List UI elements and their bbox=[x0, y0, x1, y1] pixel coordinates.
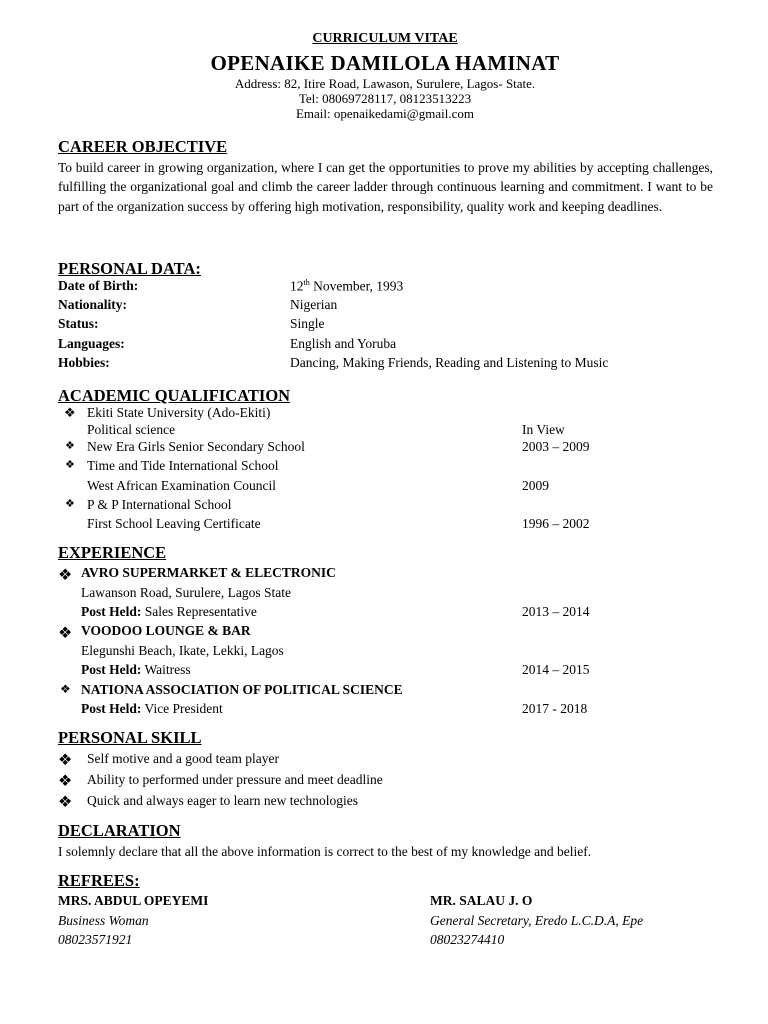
dob-value: 12th November, 1993 bbox=[290, 278, 404, 294]
referee-name: MRS. ABDUL OPEYEMI bbox=[58, 893, 209, 908]
diamond-bullet-icon: ❖ bbox=[60, 682, 71, 696]
experience-org: VOODOO LOUNGE & BAR bbox=[81, 623, 251, 638]
experience-date: 2017 - 2018 bbox=[522, 701, 588, 716]
nationality-value: Nigerian bbox=[290, 297, 338, 312]
diamond-bullet-icon: ❖ bbox=[58, 794, 73, 811]
referee-phone: 08023571921 bbox=[58, 932, 133, 947]
experience-heading: EXPERIENCE bbox=[58, 543, 167, 562]
referee-name: MR. SALAU J. O bbox=[430, 893, 533, 908]
referees-heading: REFREES: bbox=[58, 871, 140, 890]
hobbies-value: Dancing, Making Friends, Reading and Listening to Music bbox=[290, 355, 609, 370]
academic-school: Ekiti State University (Ado-Ekiti) bbox=[87, 405, 271, 420]
academic-school: Time and Tide International School bbox=[87, 458, 279, 473]
languages-value: English and Yoruba bbox=[290, 336, 397, 351]
experience-date: 2013 – 2014 bbox=[522, 604, 590, 619]
diamond-bullet-icon: ❖ bbox=[65, 459, 75, 471]
diamond-bullet-icon: ❖ bbox=[58, 752, 73, 769]
experience-post: Post Held: Sales Representative bbox=[81, 604, 257, 619]
referee-title: General Secretary, Eredo L.C.D.A, Epe bbox=[430, 913, 644, 928]
diamond-bullet-icon: ❖ bbox=[65, 498, 75, 510]
diamond-bullet-icon: ❖ bbox=[64, 405, 76, 420]
personal-skill-heading: PERSONAL SKILL bbox=[58, 728, 202, 747]
status-value: Single bbox=[290, 316, 325, 331]
experience-post: Post Held: Waitress bbox=[81, 662, 191, 677]
experience-location: Elegunshi Beach, Ikate, Lekki, Lagos bbox=[81, 643, 284, 658]
skill-item: Quick and always eager to learn new technologies bbox=[87, 793, 359, 808]
experience-post: Post Held: Vice President bbox=[81, 701, 223, 716]
diamond-bullet-icon: ❖ bbox=[58, 625, 73, 642]
skill-item: Ability to performed under pressure and meet deadline bbox=[87, 772, 383, 787]
referee-phone: 08023274410 bbox=[430, 932, 505, 947]
cv-title: CURRICULUM VITAE bbox=[312, 31, 458, 46]
career-objective-heading: CAREER OBJECTIVE bbox=[58, 137, 228, 156]
academic-detail: West African Examination Council bbox=[87, 478, 276, 493]
referee-title: Business Woman bbox=[58, 913, 149, 928]
status-label: Status: bbox=[58, 316, 99, 331]
academic-school: New Era Girls Senior Secondary School bbox=[87, 439, 305, 454]
hobbies-label: Hobbies: bbox=[58, 355, 110, 370]
diamond-bullet-icon: ❖ bbox=[58, 773, 73, 790]
academic-school: P & P International School bbox=[87, 497, 232, 512]
academic-date: 2003 – 2009 bbox=[522, 439, 590, 454]
academic-detail: Political science bbox=[87, 422, 176, 437]
email: Email: openaikedami@gmail.com bbox=[295, 106, 475, 121]
academic-detail: First School Leaving Certificate bbox=[87, 516, 261, 531]
academic-date: 2009 bbox=[522, 478, 549, 493]
address: Address: 82, Itire Road, Lawason, Surulere, Lagos- State. bbox=[234, 76, 536, 91]
languages-label: Languages: bbox=[58, 336, 125, 351]
applicant-name: OPENAIKE DAMILOLA HAMINAT bbox=[210, 51, 560, 75]
nationality-label: Nationality: bbox=[58, 297, 127, 312]
academic-date: 1996 – 2002 bbox=[522, 516, 590, 531]
diamond-bullet-icon: ❖ bbox=[58, 567, 73, 584]
personal-data-heading: PERSONAL DATA: bbox=[58, 259, 201, 278]
experience-org: NATIONA ASSOCIATION OF POLITICAL SCIENCE bbox=[81, 682, 403, 697]
declaration-text: I solemnly declare that all the above information is correct to the best of my knowledge and belief. bbox=[58, 844, 592, 859]
experience-date: 2014 – 2015 bbox=[522, 662, 590, 677]
dob-label: Date of Birth: bbox=[58, 278, 139, 293]
declaration-heading: DECLARATION bbox=[58, 821, 181, 840]
diamond-bullet-icon: ❖ bbox=[65, 440, 75, 452]
career-objective-text: To build career in growing organization, where I can get the opportunities to prove my abilities by accepting challenges, fulfilling the organizational goal and climb the career ladder through continuous learning and commitment. I want to be part of the organization success by offering high motivation, responsibility, quality work and keeping deadlines. bbox=[58, 160, 713, 214]
skill-item: Self motive and a good team player bbox=[87, 751, 279, 766]
academic-heading: ACADEMIC QUALIFICATION bbox=[58, 386, 291, 405]
experience-location: Lawanson Road, Surulere, Lagos State bbox=[81, 585, 291, 600]
telephone: Tel: 08069728117, 08123513223 bbox=[298, 91, 472, 106]
academic-date: In View bbox=[522, 422, 565, 437]
experience-org: AVRO SUPERMARKET & ELECTRONIC bbox=[81, 565, 336, 580]
